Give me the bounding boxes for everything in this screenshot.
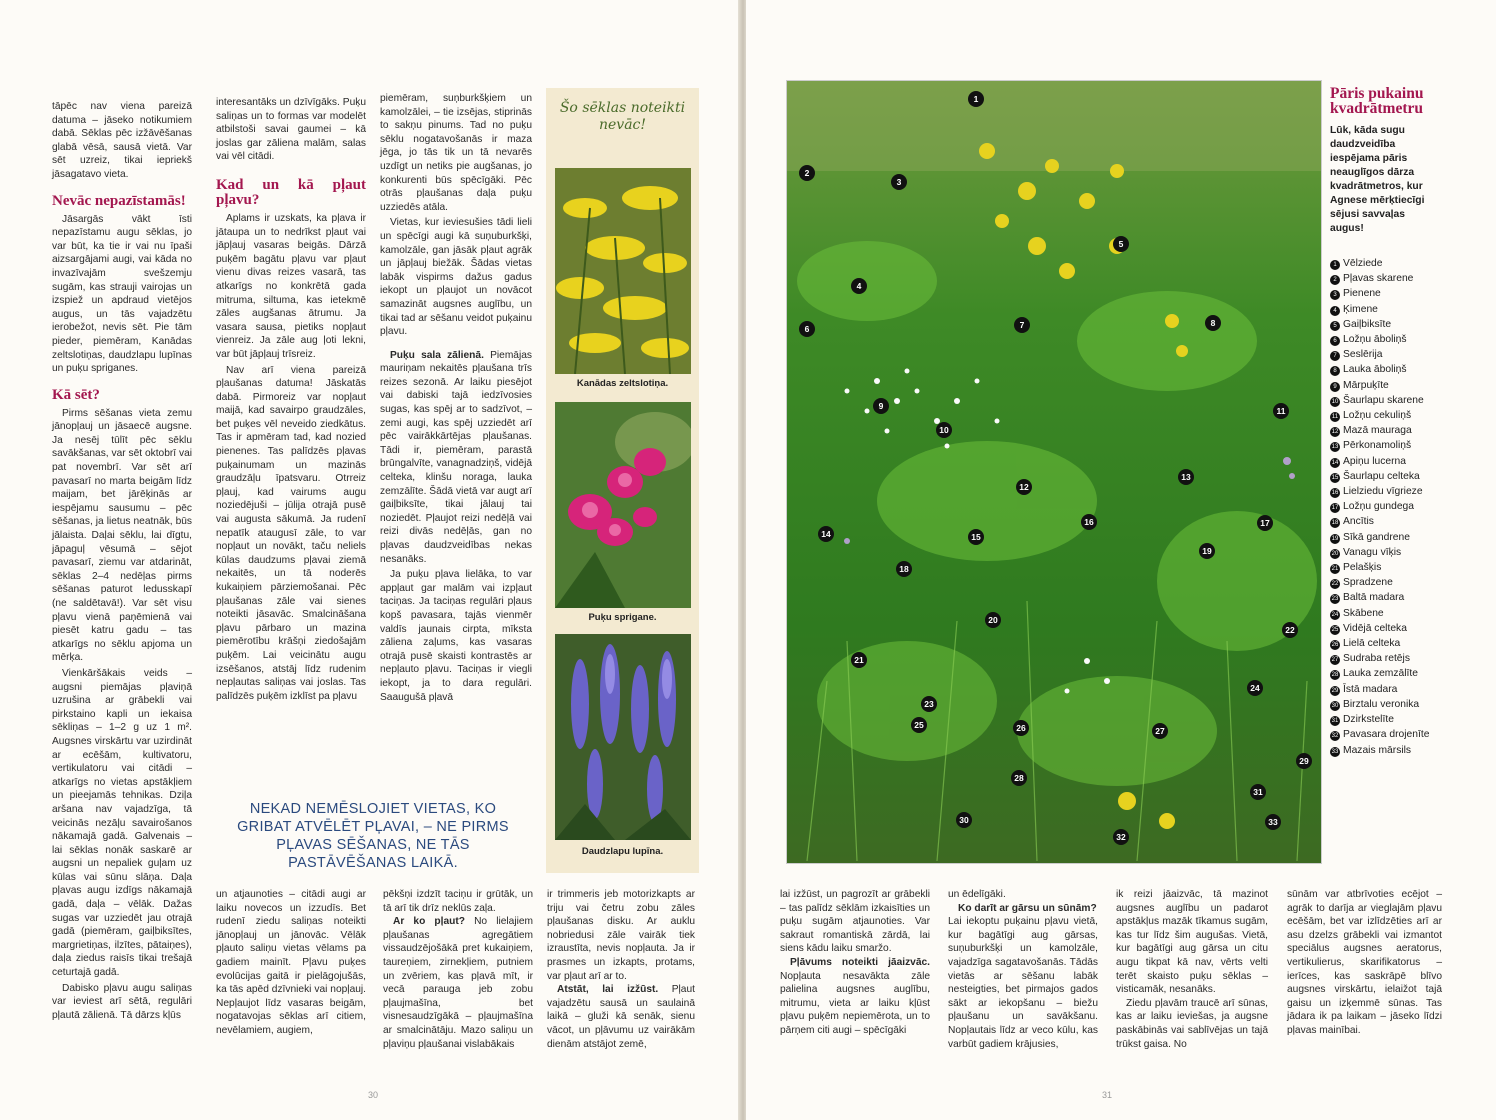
- paragraph: interesantāks un dzīvīgāks. Puķu saliņas un to formas var modelēt atbilstoši savai gaumei – kā joslas gar zāliena malām, salas vai vēl citādi.: [216, 97, 366, 163]
- species-name: Pērkonamoliņš: [1343, 440, 1412, 452]
- species-number-badge: 18: [1331, 520, 1339, 527]
- species-list-item: [1330, 347, 1440, 362]
- page-number: 30: [368, 1090, 379, 1100]
- species-name: Pavasara drojenīte: [1343, 729, 1430, 741]
- species-list-item: [1330, 560, 1440, 575]
- species-number-badge: 6: [1330, 336, 1340, 346]
- lupine-photo: [555, 634, 691, 840]
- species-marker-9: 9: [873, 398, 889, 414]
- species-marker-4: 4: [851, 278, 867, 294]
- species-marker-21: 21: [851, 652, 867, 668]
- paragraph: Jāsargās vākt īsti nepazīstamu augu sēklas, jo var būt, ka tie ir vai nu īpaši aizsargājami augi, vai kāda no invazīvajām svešzemju sugām, kas strauji vairojas un izspiež un apdraud vietējos augus, un tās vajadzētu ierobežot, nevis sēt. Pie tām pieder, piemēram, Kanādas zeltslotiņas, daudzlapu lupīnas un puķu spriganes.: [52, 213, 192, 375]
- species-number-badge: 7: [1330, 351, 1340, 361]
- species-list-item: [1330, 606, 1440, 621]
- species-name: Seslērija: [1343, 349, 1383, 361]
- invasive-species-sidebar: [546, 88, 699, 873]
- legend-intro: Lūk, kāda sugu daudzveidība iespējama pāris neauglīgos dārza kvadrātmetros, kur Agnese mērķtiecīgi sējusi savvaļas augus!: [1330, 125, 1425, 234]
- species-number-badge: 30: [1331, 702, 1339, 709]
- legend-title: Pāris pukainu kvadrātmetru: [1330, 85, 1424, 117]
- paragraph: Pirms sēšanas vieta zemu jānopļauj un jāsaecē augsne. Ja nesēj tūlīt pēc sēklu savākšanas, var sēt oktobrī vai pat novembrī. Var sēt arī pavasarī no marta beigām līdz maijam, bet jārēķinās ar iespējamu sausumu – pēc sēšanas, ja lietus neatnāk, būs jālaista. Daļai sēklu, lai dīgtu, jāpaguļ vēsumā – sējot pavasarī, ziemu var atdarināt, sēklas 2–4 nedēļas pirms sēšanas paturot ledusskapī (ne saldētavā!). Var sēt visu pļavu vienā paņēmienā vai piesēt katru gadu – tas atkarīgs no sēklu apjoma un mērķa.: [52, 407, 192, 664]
- species-marker-13: 13: [1178, 469, 1194, 485]
- species-number-badge: 10: [1331, 398, 1339, 405]
- species-marker-26: 26: [1013, 720, 1029, 736]
- paragraph-text: Nopļauta nesavākta zāle palielina augsnes auglību, mitrumu, vieta ar laiku kļūst pļavu puķēm nepiemērota, un to pārņem citi augi – spēcīgāki: [780, 970, 930, 1036]
- species-marker-22: 22: [1282, 622, 1298, 638]
- paragraph: Vienkāršākais veids – augsni piemājas pļaviņā uzrušina ar grābekli vai pirkstaino kapli un iekaisa sēkliņas – 1–2 g uz 1 m². Augsnes virskārtu var uzirdināt ar ecēšām, kultivatoru, vertikulatoru vai citādi – atkarīgs no vietas apstākļiem un pieejamās tehnikas. Dziļa aršana nav vajadzīga, tā veicinās nezāļu savairošanos nākamajā gadā. Galvenais – lai sēklas nonāk saskarē ar augsni un nepaliek guļam uz kūlas vai sūnu slāņa. Daļa pļavas augu izdīgs nākamajā gadā, daļa – vēlāk. Dažas sugas var uzziedēt jau otrajā gadā (piemēram, gaiļbiksītes, margrietiņas, ilzītes, pātaiņes), daļa ziedus raisīs tikai trešajā ceturtajā gadā.: [52, 667, 192, 979]
- paragraph: Vietas, kur ieviesušies tādi lieli un spēcīgi augi kā suņuburkšķi, kamolzāle, gan jāsāk pļaut agrāk un jāpļauj biežāk. Šādas vietas labāk vispirms dažus gadus iekopt un pļaujot un novācot samazināt augsnes auglību, un tikai tad ar sēšanu veidot puķainu pļavu.: [380, 217, 532, 338]
- species-number-badge: 32: [1331, 733, 1339, 740]
- species-list: [1330, 256, 1440, 758]
- species-name: Šaurlapu celteka: [1343, 470, 1420, 482]
- right-bottom-column-4: [1287, 888, 1442, 1038]
- paragraph-text: No lielajiem pļaušanas agregātiem vissaudzējošākā pret kukaiņiem, taureņiem, zirnekļiem, putniem un zvēriem, kas pļavā mīt, ir vecā parauga jeb zobu pļaujmašīna, bet visnesaudzīgākā – pļaujmašīna ar smalcinātāju. Mazo saliņu un pļaviņu pļaušanai vislabākais: [383, 916, 533, 1050]
- run-in-heading: Pļāvums noteikti jāaizvāc.: [790, 956, 930, 968]
- species-marker-8: 8: [1205, 315, 1221, 331]
- species-marker-18: 18: [896, 561, 912, 577]
- species-name: Lauka zemzālīte: [1343, 668, 1418, 680]
- species-marker-3: 3: [891, 174, 907, 190]
- paragraph: Ziedu pļavām traucē arī sūnas, kas ar laiku ieviešas, ja augsne paskābinās vai sablīvējas un tajā trūkst gaisa. No: [1116, 997, 1268, 1050]
- species-number-badge: 33: [1331, 748, 1339, 755]
- left-column-1: [52, 100, 192, 1024]
- run-in-heading: Atstāt, lai izžūst.: [557, 984, 659, 996]
- paragraph: un ēdelīgāki.: [948, 889, 1006, 900]
- species-number-badge: 19: [1331, 535, 1339, 542]
- paragraph: [383, 915, 533, 1051]
- right-bottom-column-3: [1116, 888, 1268, 1051]
- species-marker-5: 5: [1113, 236, 1129, 252]
- paragraph: lai izžūst, un pagrozīt ar grābekli – tas palīdz sēklām izkaisīties un puķu sugām atjaunoties. Var sakraut romantiskā zārdā, lai siens kādu laiku smaržo.: [780, 889, 930, 955]
- species-list-item: [1330, 256, 1440, 271]
- species-number-badge: 13: [1331, 444, 1339, 451]
- species-list-item: [1330, 666, 1440, 681]
- page-number: 31: [1102, 1090, 1113, 1100]
- species-marker-12: 12: [1016, 479, 1032, 495]
- species-list-item: [1330, 651, 1440, 666]
- species-marker-27: 27: [1152, 723, 1168, 739]
- run-in-heading: Puķu sala zālienā.: [390, 349, 484, 361]
- species-list-item: [1330, 408, 1440, 423]
- species-list-item: [1330, 514, 1440, 529]
- species-list-item: [1330, 317, 1440, 332]
- species-number-badge: 12: [1331, 429, 1339, 436]
- species-list-item: [1330, 682, 1440, 697]
- species-name: Vanagu vīķis: [1343, 546, 1402, 558]
- paragraph: sūnām var atbrīvoties ecējot – agrāk to darīja ar vieglajām pļavu ecēšām, bet var izlīdzēties arī ar asu dzelzs grābekli vai izmantot speciālus augsnes aeratorus, vertikulierus, skarifikatorus – ierīces, kas saskrāpē blīvo augsnes virskārtu, ielaižot tajā gaisu un izķemmē sūnas. Tas jādara ik pa laikam – jāseko līdzi pļavas mainībai.: [1287, 889, 1442, 1036]
- species-list-item: [1330, 286, 1440, 301]
- species-name: Īstā madara: [1343, 683, 1398, 695]
- species-name: Apiņu lucerna: [1343, 455, 1406, 467]
- species-list-item: [1330, 575, 1440, 590]
- species-name: Lielā celteka: [1343, 638, 1401, 650]
- left-bottom-column-3: [547, 888, 695, 1051]
- species-name: Ložņu gundega: [1343, 501, 1415, 513]
- paragraph: Aplams ir uzskats, ka pļava ir jātaupa un to nedrīkst pļaut vai jāpļauj vasaras beigās. Dārzā puķēm bagātu pļavu var pļaut vienu divas reizes vasarā, tas atkarīgs no konkrētā gada mitruma, siltuma, kas ietekmē zāles augšanas ātrumu. Ja vasara sausa, pietiks nopļaut vienreiz. Ja zāle aug ļoti lekni, var būt jāpļauj trīsreiz.: [216, 212, 366, 360]
- left-bottom-column-1: [216, 888, 366, 1038]
- species-number-badge: 31: [1331, 718, 1339, 725]
- section-heading: Kad un kā pļaut pļavu?: [216, 176, 366, 208]
- species-marker-23: 23: [921, 696, 937, 712]
- paragraph: ir trimmeris jeb motorizkapts ar triju vai četru zobu zāles pļaušanas disku. Ar auklu nobriedusi zāle vairāk tiek izraustīta, nevis nopļauta. Ja ir prasmes un izkapts, protams, var pļaut arī ar to.: [547, 889, 695, 982]
- species-name: Ložņu cekuliņš: [1343, 410, 1412, 422]
- species-number-badge: 14: [1331, 459, 1339, 466]
- species-marker-16: 16: [1081, 514, 1097, 530]
- meadow-illustration: [787, 81, 1321, 863]
- species-marker-31: 31: [1250, 784, 1266, 800]
- paragraph: [780, 956, 930, 1038]
- species-name: Šaurlapu skarene: [1343, 394, 1424, 406]
- species-marker-1: 1: [968, 91, 984, 107]
- paragraph: tāpēc nav viena pareizā datuma – jāseko notikumiem dabā. Sēklas pēc izžāvēšanas glabā vēsā, sausā vietā. Var sēt uzreiz, tikai iepriekš jāsagatavo vieta.: [52, 101, 192, 180]
- species-list-item: [1330, 423, 1440, 438]
- species-name: Pļavas skarene: [1343, 273, 1414, 285]
- species-number-badge: 8: [1330, 366, 1340, 376]
- species-list-item: [1330, 697, 1440, 712]
- species-name: Ložņu āboliņš: [1343, 334, 1407, 346]
- species-number-badge: 23: [1331, 596, 1339, 603]
- species-number-badge: 25: [1331, 626, 1339, 633]
- species-name: Sīkā gandrene: [1343, 531, 1410, 543]
- species-name: Lauka āboliņš: [1343, 364, 1407, 376]
- paragraph: Dabisko pļavu augu saliņas var ieviest arī sētā, regulāri pļautā zālienā. Tā dārzs kļūs: [52, 982, 192, 1021]
- photo-caption: Daudzlapu lupīna.: [581, 846, 664, 857]
- species-list-item: [1330, 438, 1440, 453]
- species-name: Pelašķis: [1343, 562, 1382, 574]
- species-marker-20: 20: [985, 612, 1001, 628]
- paragraph: Ja puķu pļava lielāka, to var appļaut gar malām vai izpļaut taciņas. Ja taciņas regulāri pļaus kopš pavasara, tajās vienmēr valdīs jaunais cirpta, mīksta zāliena zaļums, kas vasaras otrajā pusē skaisti kontrastēs ar nepļauto pļavu. Taciņas ir viegli iekopt, ja to dara regulāri. Saaugušā pļavā: [380, 569, 532, 703]
- species-number-badge: 16: [1331, 490, 1339, 497]
- species-number-badge: 2: [1330, 275, 1340, 285]
- species-marker-14: 14: [818, 526, 834, 542]
- species-list-item: [1330, 636, 1440, 651]
- paragraph: pēkšņi izdzīt taciņu ir grūtāk, un tā arī tik drīz neklūs zaļa.: [383, 889, 533, 914]
- paragraph: [547, 983, 695, 1051]
- species-list-item: [1330, 378, 1440, 393]
- species-number-badge: 5: [1330, 321, 1340, 331]
- species-number-badge: 9: [1330, 382, 1340, 392]
- sidebar-title: Šo sēklas noteikti nevāc!: [559, 100, 686, 133]
- species-list-item: [1330, 332, 1440, 347]
- species-number-badge: 17: [1331, 505, 1339, 512]
- species-marker-33: 33: [1265, 814, 1281, 830]
- left-page: [0, 0, 740, 1120]
- species-list-item: [1330, 302, 1440, 317]
- species-number-badge: 26: [1331, 642, 1339, 649]
- meadow-photo: [786, 80, 1322, 864]
- goldenrod-photo: [555, 168, 691, 374]
- paragraph-text: Pļaut vajadzētu sausā un saulainā laikā – gluži kā senāk, sienu vācot, un pļāvumu uz vairākām dienām atstājot zemē,: [547, 984, 695, 1050]
- species-name: Ķimene: [1343, 303, 1378, 315]
- species-list-item: [1330, 712, 1440, 727]
- species-number-badge: 28: [1331, 672, 1339, 679]
- right-bottom-column-1: [780, 888, 930, 1038]
- species-name: Vidējā celteka: [1343, 622, 1407, 634]
- species-name: Gaiļbiksīte: [1343, 318, 1392, 330]
- species-number-badge: 20: [1331, 550, 1339, 557]
- species-marker-11: 11: [1273, 403, 1289, 419]
- left-bottom-column-2: [383, 888, 533, 1051]
- species-marker-15: 15: [968, 529, 984, 545]
- species-number-badge: 15: [1331, 474, 1339, 481]
- species-name: Mazā mauraga: [1343, 425, 1412, 437]
- species-name: Dzirkstelīte: [1343, 714, 1394, 726]
- species-list-item: [1330, 499, 1440, 514]
- run-in-heading: Ar ko pļaut?: [393, 916, 465, 928]
- species-number-badge: 3: [1330, 290, 1340, 300]
- species-marker-17: 17: [1257, 515, 1273, 531]
- species-name: Lielziedu vīgrieze: [1343, 486, 1423, 498]
- paragraph-text: Piemājas mauriņam nekaitēs pļaušana trīs reizes sezonā. Ar laiku piesējot vai dabiski tajā iedzīvosies sugas, kas spēj ar to sadzīvot, – zemi augi, kas spēj uzziedēt arī pēc vairākkārtējas pļaušanas. Tādi ir, piemēram, parastā brūngalvīte, vanagnadziņš, vidējā celteka, klinšu noraga, lauka zemzālīte. Šādā vietā var augt arī gaiļbiksīte, tikai jālauj tai noziedēt. Pļaujot reizi nedēļā vai reizi divās nedēļās, gan no pļavas daudzveidības nekas nesanāks.: [380, 349, 532, 565]
- paragraph: [380, 349, 532, 567]
- species-marker-32: 32: [1113, 829, 1129, 845]
- photo-caption: Kanādas zeltslotiņa.: [576, 378, 669, 389]
- species-marker-28: 28: [1011, 770, 1027, 786]
- species-number-badge: 27: [1331, 657, 1339, 664]
- species-number-badge: 4: [1330, 306, 1340, 316]
- species-name: Mārpuķīte: [1343, 379, 1389, 391]
- run-in-heading: Ko darīt ar gārsu un sūnām?: [958, 902, 1097, 914]
- right-bottom-column-2: [948, 888, 1098, 1051]
- species-list-item: [1330, 545, 1440, 560]
- species-number-badge: 29: [1331, 687, 1339, 694]
- species-name: Mazais mārsils: [1343, 744, 1412, 756]
- paragraph: Lai iekoptu puķainu pļavu vietā, kur bagātīgi aug gārsas, suņuburkšķi un kamolzāle, vajadzīga sagatavošanās. Tādās vietās ar sēšanu labāk nesteigties, bet pirmajos gados sākt ar iekopšanu – biežu pļaušanu un savākšanu. Nopļautais līdz ar veco kūlu, kas varbūt gadiem krājusies,: [948, 916, 1098, 1050]
- paragraph: ik reizi jāaizvāc, tā mazinot augsnes auglību un padarot apstākļus mazāk tīkamus sugām, kas tur līdz šim augušas. Vietā, kur bagātīgi aug gārsa un citu augu tikpat kā nav, vērts velti terēt skaisto puķu sēklas – visticamāk, nesanāks.: [1116, 889, 1268, 996]
- species-name: Sudraba retējs: [1343, 653, 1410, 665]
- species-name: Birztalu veronika: [1343, 698, 1420, 710]
- left-column-3: [380, 92, 532, 706]
- species-marker-25: 25: [911, 717, 927, 733]
- species-list-item: [1330, 393, 1440, 408]
- species-marker-29: 29: [1296, 753, 1312, 769]
- species-list-item: [1330, 469, 1440, 484]
- species-marker-19: 19: [1199, 543, 1215, 559]
- species-name: Spradzene: [1343, 577, 1393, 589]
- species-number-badge: 21: [1331, 566, 1339, 573]
- impatiens-photo: [555, 402, 691, 608]
- paragraph: Nav arī viena pareizā pļaušanas datuma! Jāskatās dabā. Pirmoreiz var nopļaut maijā, kad savairpo graudzāles, bet puķes vēl neveido ziedkātus. Tas ir apmēram tad, kad nozied pienenes. Tas palīdzēs pļavas puķainumam un mazinās graudzāļu īpatsvaru. Otrreiz pļauj, kad vairums augu noziedējuši – jūlija otrajā pusē vai augusta sākumā. Ja rudenī nepatīk ataugusī zāle, to var nopļaut un novākt, taču neliels kūlas daudzums pļavai ziemā nekaitēs, un tā noderēs kukaiņiem pārziemošanai. Pēc pļaušanas zāle vai sienes noteikti jāsavāc. Smalcināšana pļavu pārbaro un mazina piemērotību krāšņi ziedošajām puķēm. Lai veicinātu augu izsēšanos, atstāj līdz rudenim nepļautas saliņas vai joslas. Tas palīdzēs puķēm izklīst pa pļavu: [216, 364, 366, 702]
- species-list-item: [1330, 743, 1440, 758]
- paragraph: piemēram, suņburkšķiem un kamolzālei, – tie izsējas, stiprinās to sakņu pinums. Tad no puķu sēklu nogatavošanās ir maza jēga, jo tās tik un tā nevarēs uzdīgt un netiks pie augšanas, jo konkurenti būs spēcīgāki. Pēc otrās pļaušanas daļa puķu uzziedēs atāla.: [380, 93, 532, 213]
- species-marker-30: 30: [956, 812, 972, 828]
- species-name: Ancītis: [1343, 516, 1374, 528]
- species-marker-2: 2: [799, 165, 815, 181]
- species-legend-box: [1330, 86, 1440, 758]
- species-list-item: [1330, 484, 1440, 499]
- section-heading: Kā sēt?: [52, 386, 100, 403]
- species-list-item: [1330, 727, 1440, 742]
- species-name: Vēlziede: [1343, 258, 1383, 269]
- species-list-item: [1330, 590, 1440, 605]
- section-heading: Nevāc nepazīstamās!: [52, 192, 186, 209]
- pull-quote: NEKAD NEMĒSLOJIET VIETAS, KO GRIBAT ATVĒLĒT PĻAVAI, – NE PIRMS PĻAVAS SĒŠANAS, NE TĀS PASTĀVĒŠANAS LAIKĀ.: [237, 801, 509, 871]
- species-number-badge: 22: [1331, 581, 1339, 588]
- species-marker-24: 24: [1247, 680, 1263, 696]
- species-list-item: [1330, 530, 1440, 545]
- left-column-2: [216, 96, 366, 705]
- species-number-badge: 1: [1330, 260, 1340, 270]
- species-marker-7: 7: [1014, 317, 1030, 333]
- species-marker-10: 10: [936, 422, 952, 438]
- species-list-item: [1330, 362, 1440, 377]
- species-marker-6: 6: [799, 321, 815, 337]
- species-list-item: [1330, 454, 1440, 469]
- species-list-item: [1330, 271, 1440, 286]
- photo-caption: Puķu sprigane.: [588, 612, 657, 623]
- species-name: Pienene: [1343, 288, 1381, 300]
- species-number-badge: 24: [1331, 611, 1339, 618]
- species-name: Skābene: [1343, 607, 1384, 619]
- species-number-badge: 11: [1331, 414, 1339, 421]
- species-list-item: [1330, 621, 1440, 636]
- species-name: Baltā madara: [1343, 592, 1405, 604]
- paragraph: un atjaunoties – citādi augi ar laiku novecos un izzudīs. Bet rudenī ziedu saliņas noteikti jānopļauj un jānovāc. Vēlāk pļauto saliņu vietas vēlams pa gadiem mainīt. Pļavu puķes evolūcijas gaitā ir pielāgojušās, ka tās apēd dzīvnieki vai nopļauj. Nepļaujot līdz vasaras beigām, nogatavojas sēklas arī citiem, nevēlamiem, augiem,: [216, 889, 366, 1036]
